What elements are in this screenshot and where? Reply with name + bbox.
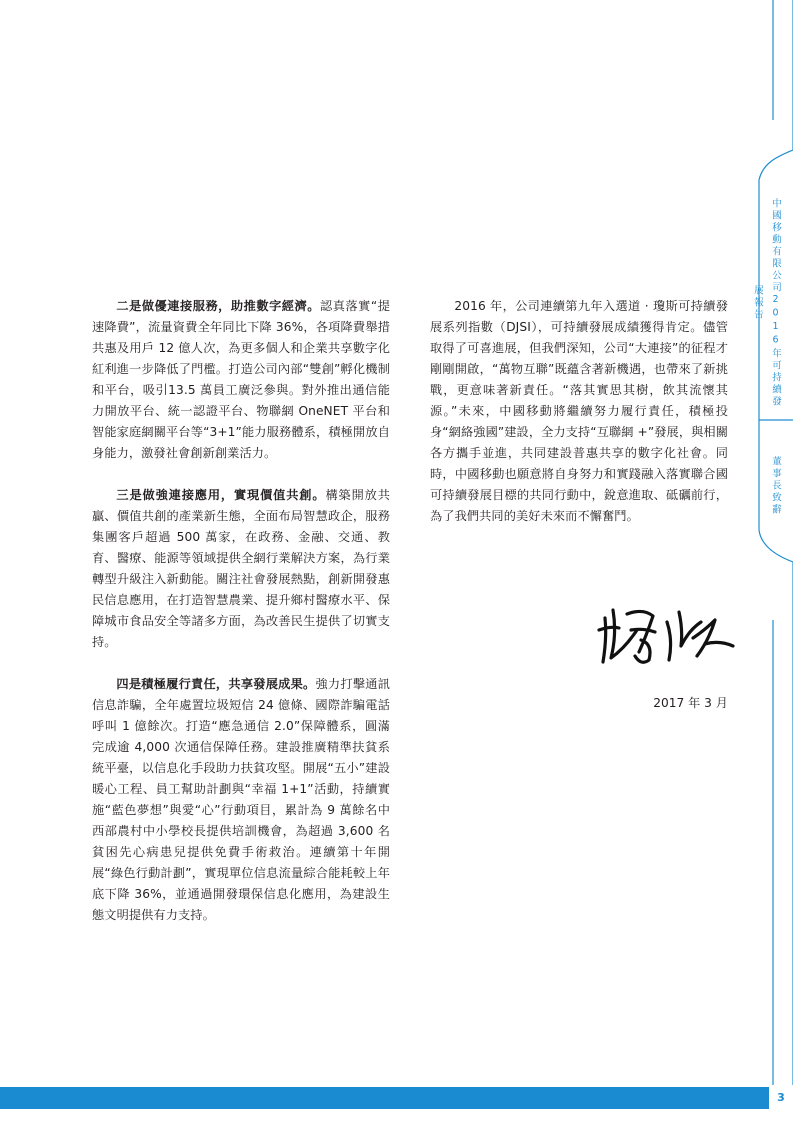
paragraph-heading: 三是做強連接應用，實現價值共創。	[116, 488, 326, 502]
paragraph-body: 強力打擊通訊信息詐騙，全年處置垃圾短信 24 億條、國際詐騙電話呼叫 1 億餘次。打造“應急通信 2.0”保障體系，圓滿完成逾 4,000 次通信保障任務。建設推廣精準扶貧系統平臺，以信息化手段助力扶貧攻堅。開展“五小”建設暖心工程、員工幫助計劃與“幸福 1+1”活動，持續實施“藍色夢想”與愛“心”行動項目，累計為 9 萬餘名中西部農村中小學校長提供培訓機會，為超過 3,600 名貧困先心病患兒提供免費手術救治。連續第十年開展“綠色行動計劃”，實現單位信息流量綜合能耗較上年底下降 36%，並通過開發環保信息化應用，為建設生態文明提供有力支持。	[92, 677, 390, 922]
paragraph-value-creation	[92, 485, 390, 653]
paragraph-digital-economy	[92, 296, 390, 464]
paragraph-closing: 2016 年，公司連續第九年入選道 · 瓊斯可持續發展系列指數（DJSI），可持續發展成績獲得肯定。儘管取得了可喜進展，但我們深知，公司“大連接”的征程才剛剛開啟，“萬物互聯”既蘊含著新機遇，也帶來了新挑戰，更意味著新責任。“落其實思其樹，飲其流懷其源。”未來，中國移動將繼續努力履行責任，積極投身“網絡強國”建設，全力支持“互聯網 +”發展，與相關各方攜手並進，共同建設普惠共享的數字化社會。同時，中國移動也願意將自身努力和實踐融入落實聯合國可持續發展目標的共同行動中，銳意進取、砥礪前行，為了我們共同的美好未來而不懈奮鬥。	[430, 299, 728, 523]
side-tab-report-title: 中國移動有限公司2016年可持續發展報告	[752, 198, 781, 408]
paragraph-responsibility	[92, 674, 390, 926]
side-tab-section-title: 董事長致辭	[770, 456, 781, 516]
chairman-signature	[597, 600, 737, 672]
side-tab-outline	[752, 0, 793, 1085]
paragraph-heading: 二是做優連接服務，助推數字經濟。	[116, 299, 320, 313]
right-column	[430, 296, 728, 548]
paragraph-heading: 四是積極履行責任，共享發展成果。	[116, 677, 316, 691]
left-column	[92, 296, 390, 947]
footer-bar	[0, 1087, 769, 1109]
page-number: 3	[769, 1087, 793, 1109]
paragraph-body: 認真落實“提速降費”，流量資費全年同比下降 36%，各項降費舉措共惠及用戶 12 億人次，為更多個人和企業共享數字化紅利進一步降低了門檻。打造公司內部“雙創”孵化機制和平台，吸引13.5 萬員工廣泛參與。對外推出通信能力開放平台、統一認證平台、物聯網 OneNET 平台和智能家庭網關平台等“3+1”能力服務體系，積極開放自身能力，激發社會創新創業活力。	[92, 299, 390, 460]
date: 2017 年 3 月	[653, 696, 728, 710]
paragraph-body: 構築開放共贏、價值共創的產業新生態，全面布局智慧政企，服務集團客戶超過 500 萬家，在政務、金融、交通、教育、醫療、能源等領域提供全網行業解決方案，為行業轉型升級注入新動能。關注社會發展熱點，創新開發惠民信息應用，在打造智慧農業、提升鄉村醫療水平、保障城市食品安全等諸多方面，為改善民生提供了切實支持。	[92, 488, 391, 649]
